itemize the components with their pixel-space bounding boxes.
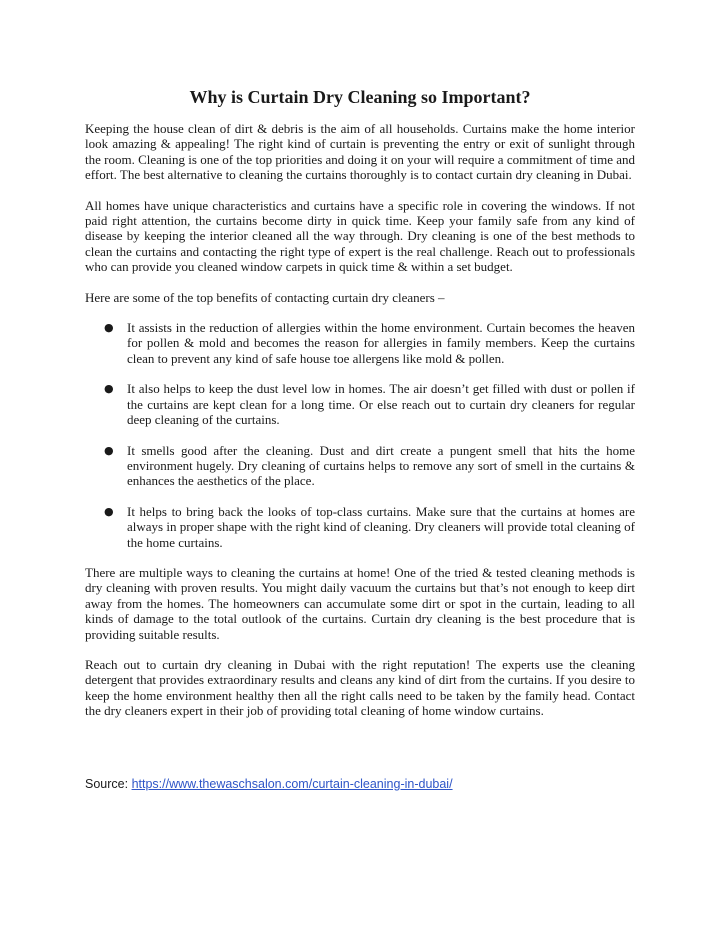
benefits-list — [85, 320, 635, 550]
bullet-icon: ● — [104, 382, 114, 396]
list-item — [85, 320, 635, 366]
outro-paragraph-1: There are multiple ways to cleaning the curtains at home! One of the tried & tested cleaning methods is dry cleaning with proven results. You might daily vacuum the curtains but that’s not enough to keep dirt away from the homes. The homeowners can accumulate some dirt or spot in the curtain, leading to all kinds of damage to the total outlook of the curtains. Curtain dry cleaning is the best procedure that is providing suitable results. — [85, 564, 635, 642]
list-item — [85, 504, 635, 550]
page-title: Why is Curtain Dry Cleaning so Important? — [189, 87, 531, 107]
source-link[interactable]: https://www.thewaschsalon.com/curtain-cleaning-in-dubai/ — [131, 777, 453, 791]
list-item — [85, 443, 635, 489]
article-body — [85, 121, 635, 734]
bullet-icon: ● — [104, 321, 114, 335]
intro-paragraph-1: Keeping the house clean of dirt & debris is the aim of all households. Curtains make the home interior look amazing & appealing! The right kind of curtain is preventing the entry or exit of sunlight through the room. Cleaning is one of the top priorities and doing it on your will require a commitment of time and effort. The best alternative to cleaning the curtains thoroughly is to contact curtain dry cleaning in Dubai. — [85, 121, 635, 183]
intro-paragraph-2: All homes have unique characteristics and curtains have a specific role in covering the windows. If not paid right attention, the curtains become dirty in quick time. Keep your family safe from any kind of disease by keeping the interior cleaned all the way through. Dry cleaning is one of the best methods to clean the curtains and contacting the right type of expert is the real challenge. Reach out to professionals who can provide you cleaned window carpets in quick time & within a set budget. — [85, 197, 635, 275]
bullet-icon: ● — [104, 443, 114, 457]
list-item-text: It also helps to keep the dust level low in homes. The air doesn’t get filled with dust or pollen if the curtains are kept clean for a long time. Or else reach out to curtain dry cleaners for regular deep cleaning of the curtains. — [127, 381, 635, 428]
list-item-text: It smells good after the cleaning. Dust and dirt create a pungent smell that hits the home environment hugely. Dry cleaning of curtains helps to remove any sort of smell in the curtains & enhances the aesthetics of the place. — [127, 442, 635, 489]
list-item-text: It helps to bring back the looks of top-class curtains. Make sure that the curtains at homes are always in proper shape with the right kind of cleaning. Dry cleaners will provide total cleaning of the home curtains. — [127, 503, 635, 550]
benefits-lead-in: Here are some of the top benefits of contacting curtain dry cleaners – — [85, 289, 445, 305]
outro-paragraph-2: Reach out to curtain dry cleaning in Dubai with the right reputation! The experts use the cleaning detergent that provides extraordinary results and cleans any kind of dirt from the curtains. If you desire to keep the home environment healthy then all the right calls need to be taken by the family head. Contact the dry cleaners expert in their job of providing total cleaning of home window curtains. — [85, 656, 635, 719]
source-line — [85, 777, 453, 792]
source-label: Source: — [85, 777, 132, 791]
list-item-text: It assists in the reduction of allergies within the home environment. Curtain becomes the heaven for pollen & mold and becomes the reason for allergies in family members. Keep the curtains clean to prevent any kind of safe house toe allergens like mold & pollen. — [127, 320, 635, 366]
list-item — [85, 381, 635, 427]
bullet-icon: ● — [104, 504, 114, 518]
